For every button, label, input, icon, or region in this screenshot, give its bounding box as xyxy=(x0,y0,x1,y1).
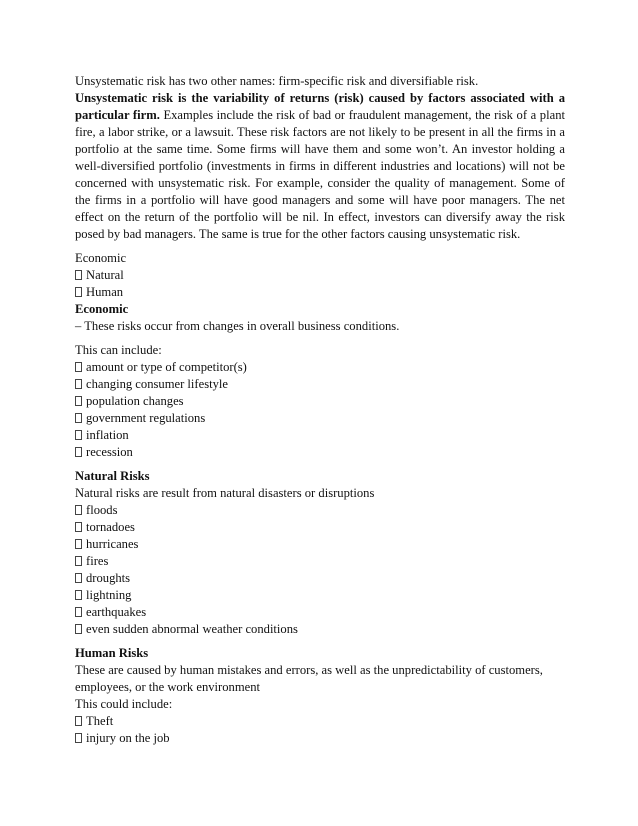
bullet-box-icon xyxy=(75,733,82,743)
list-item: inflation xyxy=(75,427,565,444)
bullet-box-icon xyxy=(75,413,82,423)
human-description: These are caused by human mistakes and errors, as well as the unpredictability of customers, employees, or the work environment xyxy=(75,663,543,694)
economic-description: – These risks occur from changes in overall business conditions. xyxy=(75,319,400,333)
bullet-box-icon xyxy=(75,430,82,440)
bullet-box-icon xyxy=(75,447,82,457)
list-item: Theft xyxy=(75,713,565,730)
bullet-box-icon xyxy=(75,287,82,297)
definition-bold: Unsystematic risk is the variability of returns (risk) caused by factors associated with a particular firm. xyxy=(75,91,565,122)
list-item: even sudden abnormal weather conditions xyxy=(75,621,565,638)
categories-list xyxy=(75,267,565,301)
list-item: amount or type of competitor(s) xyxy=(75,359,565,376)
intro-line: Unsystematic risk has two other names: firm-specific risk and diversifiable risk. xyxy=(75,74,479,88)
list-item: lightning xyxy=(75,587,565,604)
bullet-box-icon xyxy=(75,362,82,372)
economic-include-label: This can include: xyxy=(75,343,162,357)
bullet-box-icon xyxy=(75,624,82,634)
bullet-box-icon xyxy=(75,573,82,583)
natural-list xyxy=(75,502,565,638)
list-item: droughts xyxy=(75,570,565,587)
human-list xyxy=(75,713,565,747)
list-item: injury on the job xyxy=(75,730,565,747)
bullet-box-icon xyxy=(75,556,82,566)
economic-list xyxy=(75,359,565,461)
economic-heading: Economic xyxy=(75,302,129,316)
list-item: earthquakes xyxy=(75,604,565,621)
natural-description: Natural risks are result from natural disasters or disruptions xyxy=(75,486,375,500)
natural-heading: Natural Risks xyxy=(75,469,150,483)
bullet-box-icon xyxy=(75,716,82,726)
bullet-box-icon xyxy=(75,590,82,600)
list-item: changing consumer lifestyle xyxy=(75,376,565,393)
list-item: government regulations xyxy=(75,410,565,427)
intro-body: Examples include the risk of bad or fraudulent management, the risk of a plant fire, a labor strike, or a lawsuit. These risk factors are not likely to be present in all the firms in a portfolio at the same time. Some firms will have them and some won’t. An investor holding a well-diversified portfolio (investments in firms in different industries and locations) will not be concerned with unsystematic risk. For example, consider the quality of management. Some of the firms in a portfolio will have good managers and some will have poor managers. The net effect on the return of the portfolio will be nil. In effect, investors can diversify away the risk posed by bad managers. The same is true for the other factors causing unsystematic risk. xyxy=(75,108,565,241)
list-item: Natural xyxy=(75,267,565,284)
bullet-box-icon xyxy=(75,396,82,406)
bullet-box-icon xyxy=(75,522,82,532)
intro-paragraph xyxy=(75,90,565,243)
human-heading: Human Risks xyxy=(75,646,149,660)
categories-label: Economic xyxy=(75,251,127,265)
bullet-box-icon xyxy=(75,607,82,617)
list-item: floods xyxy=(75,502,565,519)
list-item: hurricanes xyxy=(75,536,565,553)
list-item: fires xyxy=(75,553,565,570)
list-item: Human xyxy=(75,284,565,301)
bullet-box-icon xyxy=(75,379,82,389)
list-item: population changes xyxy=(75,393,565,410)
list-item: recession xyxy=(75,444,565,461)
list-item: tornadoes xyxy=(75,519,565,536)
human-include-label: This could include: xyxy=(75,697,173,711)
bullet-box-icon xyxy=(75,539,82,549)
document-page xyxy=(75,73,565,747)
bullet-box-icon xyxy=(75,505,82,515)
bullet-box-icon xyxy=(75,270,82,280)
